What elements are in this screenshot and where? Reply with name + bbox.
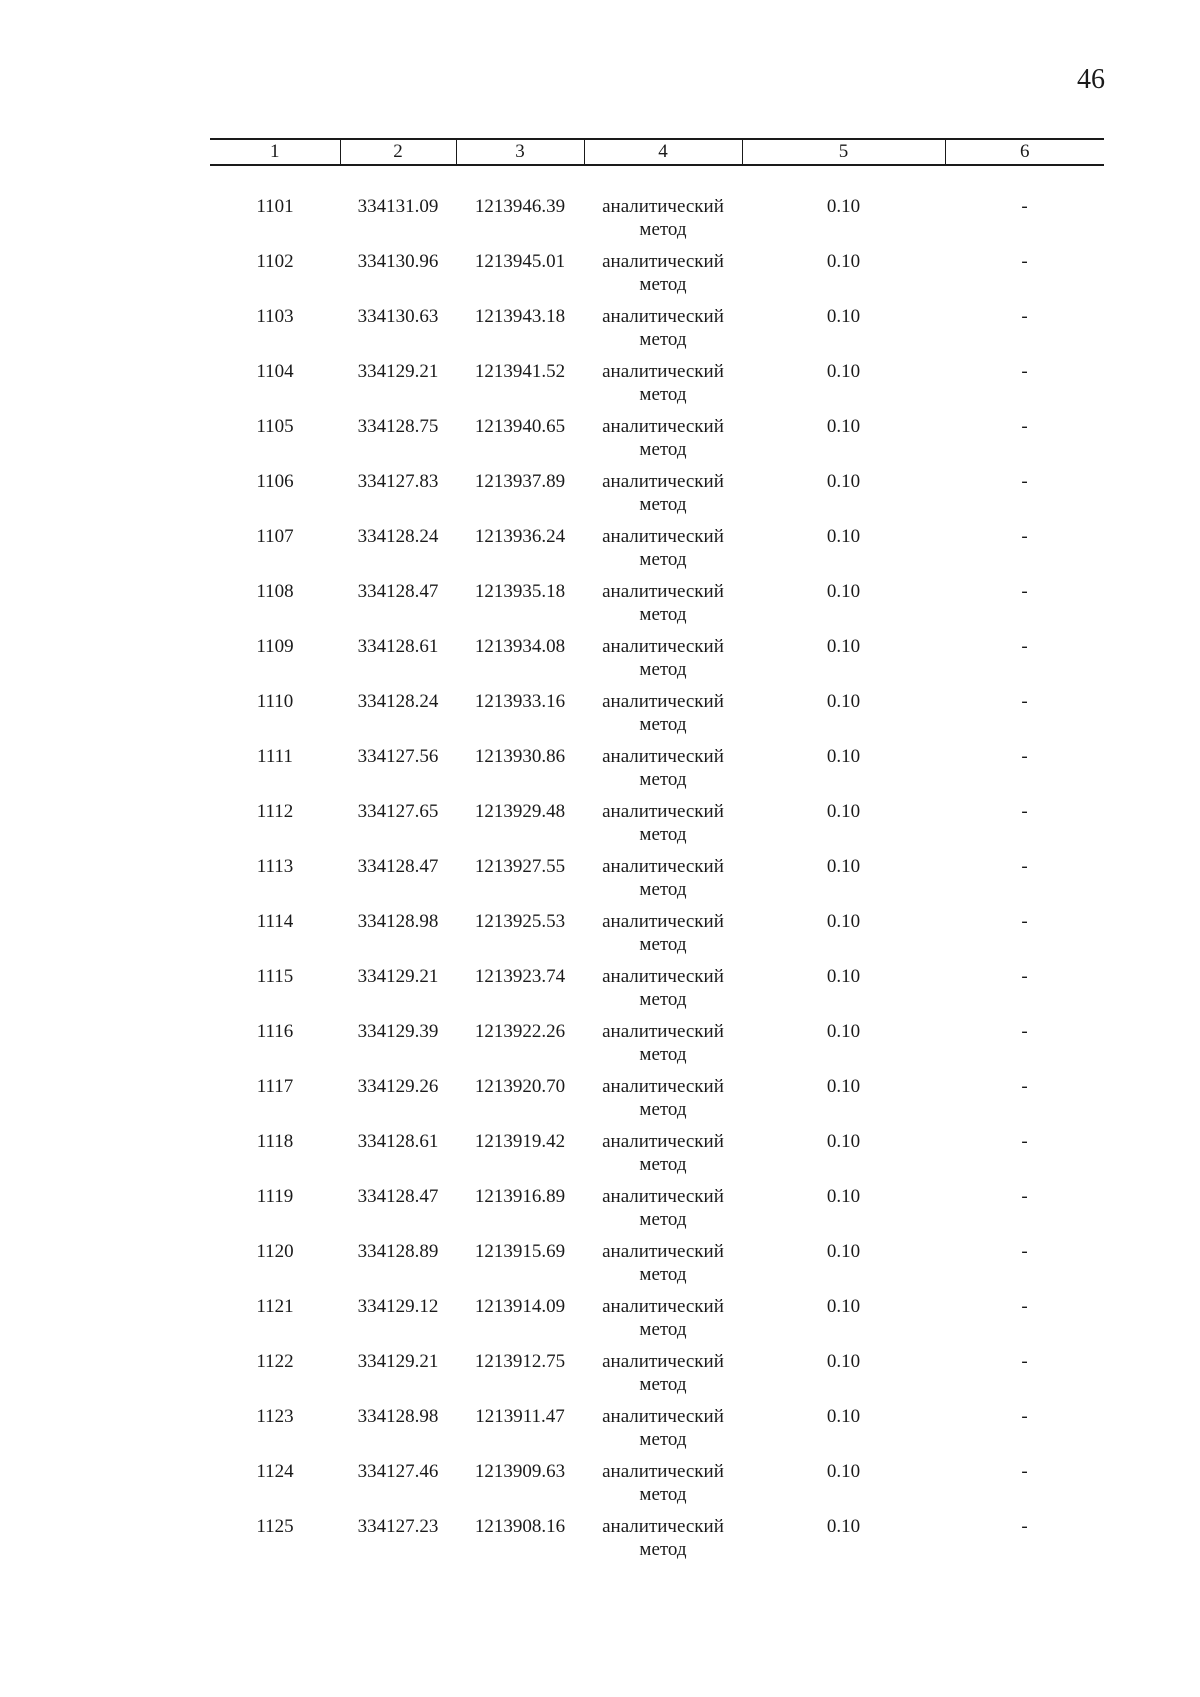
point-number-cell: 1101: [256, 196, 294, 217]
y-coordinate-cell: 1213937.89: [474, 471, 566, 492]
note-cell: -: [1021, 1021, 1028, 1042]
table-row: [210, 1295, 1104, 1350]
y-coordinate-cell: 1213925.53: [474, 911, 566, 932]
y-coordinate-cell: 1213927.55: [474, 856, 566, 877]
x-coordinate-cell: 334128.98: [357, 911, 439, 932]
method-line-1: аналитический: [602, 1076, 724, 1097]
point-number-cell: 1116: [256, 1021, 294, 1042]
accuracy-cell: 0.10: [826, 1131, 861, 1152]
table-row: [210, 470, 1104, 525]
method-cell: [584, 1350, 742, 1405]
accuracy-cell: 0.10: [826, 911, 861, 932]
note-cell: -: [1021, 1076, 1028, 1097]
table-row: [210, 580, 1104, 635]
x-coordinate-cell: 334127.23: [357, 1516, 439, 1537]
method-line-1: аналитический: [602, 966, 724, 987]
accuracy-cell: 0.10: [826, 1076, 861, 1097]
method-line-2: метод: [639, 384, 687, 405]
y-coordinate-cell: 1213929.48: [474, 801, 566, 822]
note-cell: -: [1021, 856, 1028, 877]
note-cell: -: [1021, 1241, 1028, 1262]
note-cell: -: [1021, 636, 1028, 657]
method-line-1: аналитический: [602, 746, 724, 767]
note-cell: -: [1021, 691, 1028, 712]
note-cell: -: [1021, 1406, 1028, 1427]
y-coordinate-cell: 1213920.70: [474, 1076, 566, 1097]
method-line-2: метод: [639, 1429, 687, 1450]
note-cell: -: [1021, 911, 1028, 932]
x-coordinate-cell: 334128.47: [357, 1186, 439, 1207]
point-number-cell: 1103: [256, 306, 294, 327]
accuracy-cell: 0.10: [826, 856, 861, 877]
table-row: [210, 1405, 1104, 1460]
method-line-1: аналитический: [602, 196, 724, 217]
method-cell: [584, 1130, 742, 1185]
x-coordinate-cell: 334127.65: [357, 801, 439, 822]
table-row: [210, 1460, 1104, 1515]
method-line-1: аналитический: [602, 526, 724, 547]
method-cell: [584, 525, 742, 580]
table-row: [210, 635, 1104, 690]
accuracy-cell: 0.10: [826, 691, 861, 712]
method-cell: [584, 360, 742, 415]
y-coordinate-cell: 1213912.75: [474, 1351, 566, 1372]
method-cell: [584, 1515, 742, 1570]
point-number-cell: 1106: [256, 471, 294, 492]
method-cell: [584, 305, 742, 360]
method-line-2: метод: [639, 1319, 687, 1340]
accuracy-cell: 0.10: [826, 361, 861, 382]
y-coordinate-cell: 1213916.89: [474, 1186, 566, 1207]
method-line-1: аналитический: [602, 801, 724, 822]
column-header-2: 2: [340, 139, 456, 165]
x-coordinate-cell: 334128.24: [357, 691, 439, 712]
accuracy-cell: 0.10: [826, 1516, 861, 1537]
method-cell: [584, 965, 742, 1020]
method-cell: [584, 1460, 742, 1515]
accuracy-cell: 0.10: [826, 636, 861, 657]
point-number-cell: 1112: [256, 801, 294, 822]
method-line-2: метод: [639, 1374, 687, 1395]
method-line-2: метод: [639, 274, 687, 295]
y-coordinate-cell: 1213940.65: [474, 416, 566, 437]
method-line-1: аналитический: [602, 911, 724, 932]
table-row: [210, 1350, 1104, 1405]
point-number-cell: 1119: [256, 1186, 294, 1207]
point-number-cell: 1102: [256, 251, 294, 272]
method-line-2: метод: [639, 934, 687, 955]
x-coordinate-cell: 334128.47: [357, 856, 439, 877]
point-number-cell: 1104: [256, 361, 294, 382]
column-header-4: 4: [584, 139, 742, 165]
note-cell: -: [1021, 361, 1028, 382]
method-line-2: метод: [639, 1539, 687, 1560]
y-coordinate-cell: 1213923.74: [474, 966, 566, 987]
method-cell: [584, 800, 742, 855]
table-row: [210, 855, 1104, 910]
y-coordinate-cell: 1213930.86: [474, 746, 566, 767]
method-cell: [584, 1405, 742, 1460]
note-cell: -: [1021, 196, 1028, 217]
table-header: [210, 139, 1104, 165]
method-line-1: аналитический: [602, 306, 724, 327]
note-cell: -: [1021, 1516, 1028, 1537]
x-coordinate-cell: 334129.39: [357, 1021, 439, 1042]
method-line-2: метод: [639, 1044, 687, 1065]
point-number-cell: 1110: [256, 691, 294, 712]
method-cell: [584, 855, 742, 910]
x-coordinate-cell: 334128.61: [357, 636, 439, 657]
accuracy-cell: 0.10: [826, 746, 861, 767]
point-number-cell: 1117: [256, 1076, 294, 1097]
table-row: [210, 1020, 1104, 1075]
method-line-1: аналитический: [602, 856, 724, 877]
point-number-cell: 1122: [256, 1351, 294, 1372]
point-number-cell: 1125: [256, 1516, 294, 1537]
method-cell: [584, 470, 742, 525]
note-cell: -: [1021, 746, 1028, 767]
column-header-3: 3: [456, 139, 584, 165]
method-line-2: метод: [639, 604, 687, 625]
method-cell: [584, 195, 742, 250]
method-line-2: метод: [639, 769, 687, 790]
x-coordinate-cell: 334131.09: [357, 196, 439, 217]
method-cell: [584, 1075, 742, 1130]
y-coordinate-cell: 1213943.18: [474, 306, 566, 327]
method-line-2: метод: [639, 1154, 687, 1175]
method-line-2: метод: [639, 1099, 687, 1120]
table-row: [210, 1130, 1104, 1185]
note-cell: -: [1021, 1131, 1028, 1152]
table-row: [210, 745, 1104, 800]
accuracy-cell: 0.10: [826, 306, 861, 327]
note-cell: -: [1021, 416, 1028, 437]
method-line-2: метод: [639, 1484, 687, 1505]
accuracy-cell: 0.10: [826, 526, 861, 547]
x-coordinate-cell: 334127.46: [357, 1461, 439, 1482]
point-number-cell: 1111: [257, 746, 293, 767]
point-number-cell: 1120: [256, 1241, 294, 1262]
y-coordinate-cell: 1213914.09: [474, 1296, 566, 1317]
note-cell: -: [1021, 1351, 1028, 1372]
x-coordinate-cell: 334128.75: [357, 416, 439, 437]
method-line-1: аналитический: [602, 581, 724, 602]
x-coordinate-cell: 334127.56: [357, 746, 439, 767]
note-cell: -: [1021, 1461, 1028, 1482]
method-line-2: метод: [639, 824, 687, 845]
method-line-1: аналитический: [602, 691, 724, 712]
method-line-2: метод: [639, 494, 687, 515]
method-line-2: метод: [639, 659, 687, 680]
y-coordinate-cell: 1213934.08: [474, 636, 566, 657]
accuracy-cell: 0.10: [826, 251, 861, 272]
table-body: [210, 165, 1104, 1570]
y-coordinate-cell: 1213941.52: [474, 361, 566, 382]
y-coordinate-cell: 1213933.16: [474, 691, 566, 712]
accuracy-cell: 0.10: [826, 1296, 861, 1317]
method-cell: [584, 1185, 742, 1240]
method-cell: [584, 635, 742, 690]
y-coordinate-cell: 1213919.42: [474, 1131, 566, 1152]
point-number-cell: 1105: [256, 416, 294, 437]
method-cell: [584, 1295, 742, 1350]
method-cell: [584, 690, 742, 745]
method-line-1: аналитический: [602, 1516, 724, 1537]
method-line-2: метод: [639, 714, 687, 735]
point-number-cell: 1123: [256, 1406, 294, 1427]
note-cell: -: [1021, 306, 1028, 327]
table-row: [210, 1515, 1104, 1570]
method-line-2: метод: [639, 439, 687, 460]
header-spacer: [210, 165, 1104, 195]
method-line-2: метод: [639, 879, 687, 900]
header-row: [210, 139, 1104, 165]
x-coordinate-cell: 334130.63: [357, 306, 439, 327]
table-row: [210, 415, 1104, 470]
y-coordinate-cell: 1213909.63: [474, 1461, 566, 1482]
method-line-2: метод: [639, 219, 687, 240]
point-number-cell: 1124: [256, 1461, 294, 1482]
x-coordinate-cell: 334128.61: [357, 1131, 439, 1152]
accuracy-cell: 0.10: [826, 581, 861, 602]
table-row: [210, 910, 1104, 965]
y-coordinate-cell: 1213911.47: [475, 1406, 565, 1427]
note-cell: -: [1021, 251, 1028, 272]
table-row: [210, 800, 1104, 855]
table-row: [210, 525, 1104, 580]
method-line-1: аналитический: [602, 1406, 724, 1427]
x-coordinate-cell: 334127.83: [357, 471, 439, 492]
accuracy-cell: 0.10: [826, 1461, 861, 1482]
x-coordinate-cell: 334128.98: [357, 1406, 439, 1427]
x-coordinate-cell: 334128.24: [357, 526, 439, 547]
column-header-1: 1: [210, 139, 340, 165]
y-coordinate-cell: 1213945.01: [474, 251, 566, 272]
page-number: 46: [1077, 64, 1105, 95]
method-cell: [584, 1240, 742, 1295]
method-line-2: метод: [639, 1209, 687, 1230]
x-coordinate-cell: 334128.89: [357, 1241, 439, 1262]
table-row: [210, 965, 1104, 1020]
point-number-cell: 1121: [256, 1296, 294, 1317]
note-cell: -: [1021, 1186, 1028, 1207]
point-number-cell: 1109: [256, 636, 294, 657]
method-line-1: аналитический: [602, 251, 724, 272]
note-cell: -: [1021, 801, 1028, 822]
point-number-cell: 1113: [256, 856, 294, 877]
method-line-2: метод: [639, 1264, 687, 1285]
method-line-2: метод: [639, 989, 687, 1010]
y-coordinate-cell: 1213936.24: [474, 526, 566, 547]
table-row: [210, 360, 1104, 415]
table-row: [210, 195, 1104, 250]
method-cell: [584, 415, 742, 470]
accuracy-cell: 0.10: [826, 196, 861, 217]
accuracy-cell: 0.10: [826, 1241, 861, 1262]
x-coordinate-cell: 334130.96: [357, 251, 439, 272]
note-cell: -: [1021, 966, 1028, 987]
accuracy-cell: 0.10: [826, 1351, 861, 1372]
point-number-cell: 1108: [256, 581, 294, 602]
point-number-cell: 1114: [256, 911, 294, 932]
y-coordinate-cell: 1213922.26: [474, 1021, 566, 1042]
method-cell: [584, 745, 742, 800]
method-line-1: аналитический: [602, 1131, 724, 1152]
method-cell: [584, 580, 742, 635]
table-row: [210, 1185, 1104, 1240]
table-row: [210, 690, 1104, 745]
x-coordinate-cell: 334129.21: [357, 361, 439, 382]
note-cell: -: [1021, 526, 1028, 547]
method-line-1: аналитический: [602, 416, 724, 437]
method-line-1: аналитический: [602, 1241, 724, 1262]
method-line-1: аналитический: [602, 1296, 724, 1317]
method-line-2: метод: [639, 329, 687, 350]
y-coordinate-cell: 1213935.18: [474, 581, 566, 602]
table-row: [210, 1075, 1104, 1130]
table-row: [210, 305, 1104, 360]
coordinates-table: [210, 138, 1104, 1570]
method-line-1: аналитический: [602, 1351, 724, 1372]
x-coordinate-cell: 334129.26: [357, 1076, 439, 1097]
y-coordinate-cell: 1213946.39: [474, 196, 566, 217]
method-line-1: аналитический: [602, 471, 724, 492]
method-line-1: аналитический: [602, 361, 724, 382]
method-line-1: аналитический: [602, 1021, 724, 1042]
note-cell: -: [1021, 1296, 1028, 1317]
method-line-1: аналитический: [602, 1461, 724, 1482]
x-coordinate-cell: 334129.21: [357, 966, 439, 987]
accuracy-cell: 0.10: [826, 966, 861, 987]
table-row: [210, 250, 1104, 305]
point-number-cell: 1115: [256, 966, 294, 987]
x-coordinate-cell: 334129.12: [357, 1296, 439, 1317]
accuracy-cell: 0.10: [826, 471, 861, 492]
accuracy-cell: 0.10: [826, 416, 861, 437]
y-coordinate-cell: 1213915.69: [474, 1241, 566, 1262]
point-number-cell: 1118: [256, 1131, 294, 1152]
accuracy-cell: 0.10: [826, 1186, 861, 1207]
method-cell: [584, 1020, 742, 1075]
method-cell: [584, 910, 742, 965]
note-cell: -: [1021, 581, 1028, 602]
table-row: [210, 1240, 1104, 1295]
column-header-6: 6: [945, 139, 1104, 165]
column-header-5: 5: [742, 139, 945, 165]
y-coordinate-cell: 1213908.16: [474, 1516, 566, 1537]
accuracy-cell: 0.10: [826, 801, 861, 822]
method-line-2: метод: [639, 549, 687, 570]
accuracy-cell: 0.10: [826, 1406, 861, 1427]
accuracy-cell: 0.10: [826, 1021, 861, 1042]
method-line-1: аналитический: [602, 636, 724, 657]
method-cell: [584, 250, 742, 305]
method-line-1: аналитический: [602, 1186, 724, 1207]
x-coordinate-cell: 334128.47: [357, 581, 439, 602]
note-cell: -: [1021, 471, 1028, 492]
point-number-cell: 1107: [256, 526, 294, 547]
x-coordinate-cell: 334129.21: [357, 1351, 439, 1372]
